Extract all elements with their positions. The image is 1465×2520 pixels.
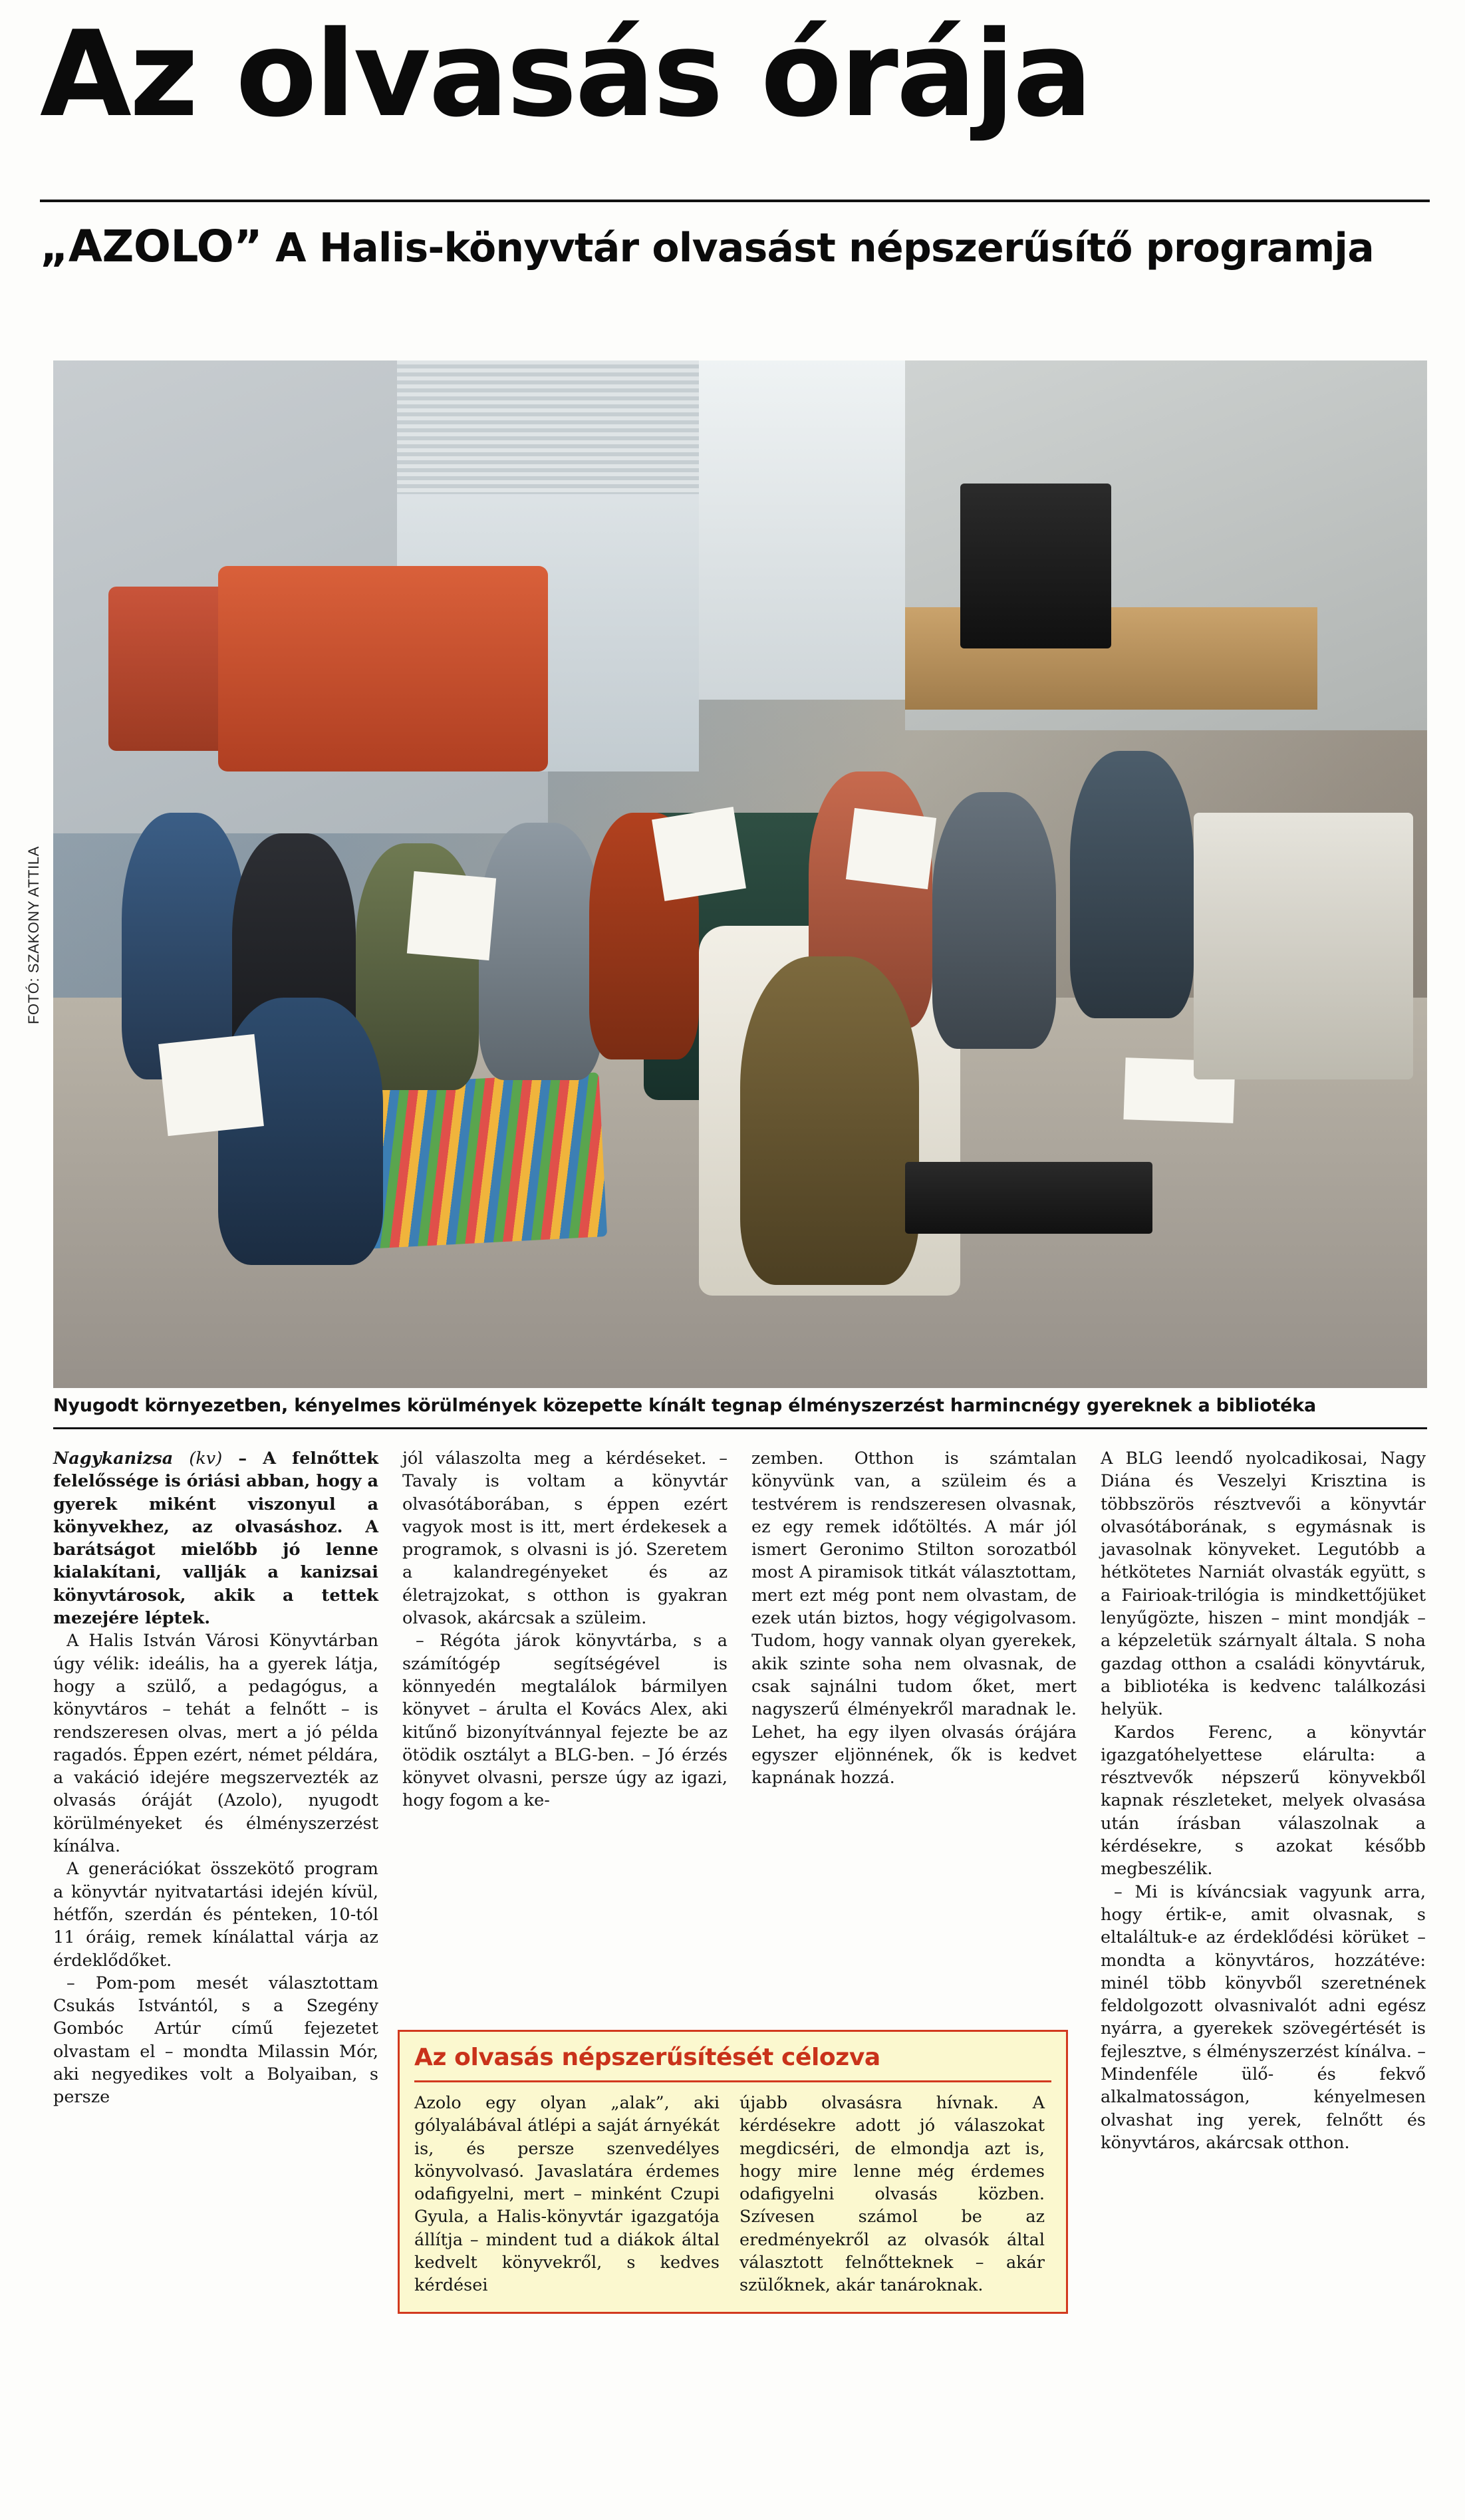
caption-divider xyxy=(53,1427,1427,1429)
photo-caption: Nyugodt környezetben, kényelmes körülmények közepette kínált tegnap élményszerzést harmincnégy gyereknek a bibliotéka xyxy=(53,1395,1317,1416)
photo-paper-sheet xyxy=(407,871,496,960)
article-paragraph: A generációkat összekötő program a könyvtár nyitvatartási idején kívül, hétfőn, szerdán és pénteken, 10-tól 11 óráig, remek kínálattal várja az érdeklődőket. xyxy=(53,1859,378,1971)
sidebar-box-column-1 xyxy=(414,2092,720,2297)
photo-keyboard xyxy=(905,1162,1152,1234)
sidebar-box-title: Az olvasás népszerűsítését célozva xyxy=(414,2044,880,2071)
headline-divider xyxy=(40,200,1430,202)
article-column-1 xyxy=(53,1447,378,2485)
article-paragraph: Kardos Ferenc, a könyvtár igazgatóhelyettese elárulta: a résztvevők népszerű könyvekből kapnak részleteket, melyek olvasása után írásban válaszolnak a kérdésekre, s azokat később megbeszélik. xyxy=(1101,1722,1426,1880)
photo-credit: FOTÓ: SZAKONY ATTILA xyxy=(25,846,42,1024)
masthead xyxy=(40,5,1430,143)
lead-text: – A felnőttek felelőssége is óriási abban, hogy a gyerek miként viszonyul a könyvekhez, az olvasáshoz. A barátságot mielőbb jó lenne kialakítani, vallják a kanizsai könyvtárosok, akik a tettek mezejére léptek. xyxy=(53,1449,378,1629)
photo-figure xyxy=(53,360,1427,1388)
photo-computer-monitor xyxy=(1194,813,1414,1080)
photo-sofa xyxy=(218,566,548,771)
article-paragraph: – Pom-pom mesét választottam Csukás Istvántól, s a Szegény Gombóc Artúr című fejezetet olvastam el – mondta Milassin Mór, aki negyedikes volt a Bolyaiban, s persze xyxy=(53,1973,378,2108)
photo-child xyxy=(740,956,919,1285)
photo-paper-sheet xyxy=(652,807,746,901)
dateline-author: (kv) xyxy=(189,1449,223,1469)
article-paragraph: zemben. Otthon is számtalan könyvünk van, a szüleim és a testvérem is rendszeresen olvasnak, ez egy remek időtöltés. A már jól ismert Geronimo Stilton sorozatból most A piramisok titkát választottam, mert ezt még pont nem olvastam, de ezek után biztos, hogy végigolvasom. Tudom, hogy vannak olyan gyerekek, akik szinte soha nem olvasnak, de csak sajnálni tudom őket, mert nagyszerű élményekről maradnak le. Lehet, ha egy ilyen olvasás órájára egyszer eljönnének, ők is kedvet kapnának hozzá. xyxy=(751,1449,1077,1788)
sidebar-box-columns xyxy=(400,2092,1066,2312)
article-column-2 xyxy=(402,1447,728,2485)
page-title: Az olvasás órája xyxy=(40,5,1091,143)
article-paragraph: A BLG leendő nyolcadikosai, Nagy Diána és Veszelyi Krisztina is többszörös résztvevői a könyvtár olvasótáborának, s egymásnak is javasolnak könyveket. Legutóbb a hétkötetes Narniát olvasták együtt, s a Fairioak-trilógia is mindkettőjüket lenyűgözte, hiszen – mint mondják – a képzeletük szárnyalt általa. S noha gazdag otthon a családi könyvtáruk, a bibliotéka is kedvenc találkozási helyük. xyxy=(1101,1449,1426,1720)
sidebar-box xyxy=(398,2030,1068,2314)
library-photo xyxy=(53,360,1427,1388)
photo-child xyxy=(932,792,1056,1049)
photo-child xyxy=(1070,751,1194,1018)
article-lead xyxy=(53,1447,378,1629)
article-paragraph: – Régóta járok könyvtárba, s a számítógép segítségével is könnyedén megtalálok bármilyen könyvet – árulta el Kovács Alex, aki kitűnő bizonyítvánnyal fejezte be az ötödik osztályt a BLG-ben. – Jó érzés könyvet olvasni, persze úgy az igazi, hogy fogom a ke- xyxy=(402,1631,728,1811)
subheadline-text: A Halis-könyvtár olvasást népszerűsítő programja xyxy=(275,225,1374,271)
photo-monitor-back xyxy=(960,484,1111,648)
dateline-place: Nagykanizsa xyxy=(53,1449,174,1469)
sidebar-box-paragraph: Azolo egy olyan „alak”, aki gólyalábával átlépi a saját árnyékát is, és persze szenvedélyes könyvolvasó. Javaslatára érdemes odafigyelni, mert – minként Czupi Gyula, a Halis-könyvtár igazgatója állítja – mindent tud a diákok által kedvelt könyvekről, s kedves kérdései xyxy=(414,2093,720,2296)
photo-window-blind xyxy=(397,360,700,494)
subheadline-azolo: „AZOLO” xyxy=(40,221,263,272)
photo-child xyxy=(479,823,602,1079)
article-paragraph: – Mi is kíváncsiak vagyunk arra, hogy értik-e, amit olvasnak, s eltaláltuk-e az érdeklődési körüket – mondta a könyvtáros, hozzátéve: minél több könyvből szeretnének feldolgozott olvasnivalót adni egész nyárra, a gyerekek szövegértését is fejlesztve, s élményszerzést kínálva. – Mindenféle ülő- és fekvő alkalmatosságon, kényelmesen olvashat ing yerek, felnőtt és könyvtáros, akárcsak otthon. xyxy=(1101,1882,1426,2153)
article-paragraph: jól válaszolta meg a kérdéseket. – Tavaly is voltam a könyvtár olvasótáborában, s éppen ezért vagyok most is itt, mert érdekesek a programok, s olvasni is jó. Szeretem a kalandregényeket és az életrajzokat, s otthon is gyakran olvasok, akárcsak a szüleim. xyxy=(402,1449,728,1629)
article-column-4 xyxy=(1101,1447,1426,2485)
sidebar-box-divider xyxy=(414,2080,1051,2082)
article-body xyxy=(53,1447,1427,2485)
sidebar-box-column-2 xyxy=(739,2092,1045,2297)
article-paragraph: A Halis István Városi Könyvtárban úgy vélik: ideális, ha a gyerek látja, hogy a szülő, a pedagógus, a könyvtáros – tehát a felnőtt – is rendszeresen olvas, mert a jó példa ragadós. Éppen ezért, német példára, a vakáció idejére megszervezték az olvasás óráját (Azolo), nyugodt körülményeket és élményszerzést kínálva. xyxy=(53,1631,378,1857)
photo-paper-sheet xyxy=(158,1034,263,1136)
photo-paper-sheet xyxy=(846,808,936,889)
subheadline xyxy=(40,221,1430,272)
sidebar-box-paragraph: újabb olvasásra hívnak. A kérdésekre adott jó válaszokat megdicséri, de elmondja azt is, hogy mire lenne még érdemes odafigyelni olvasás közben. Szívesen számol be az eredményekről az olvasók által választott felnőtteknek – akár szülőknek, akár tanároknak. xyxy=(739,2093,1045,2296)
photo-window-second xyxy=(699,360,905,700)
article-column-3 xyxy=(751,1447,1077,2485)
